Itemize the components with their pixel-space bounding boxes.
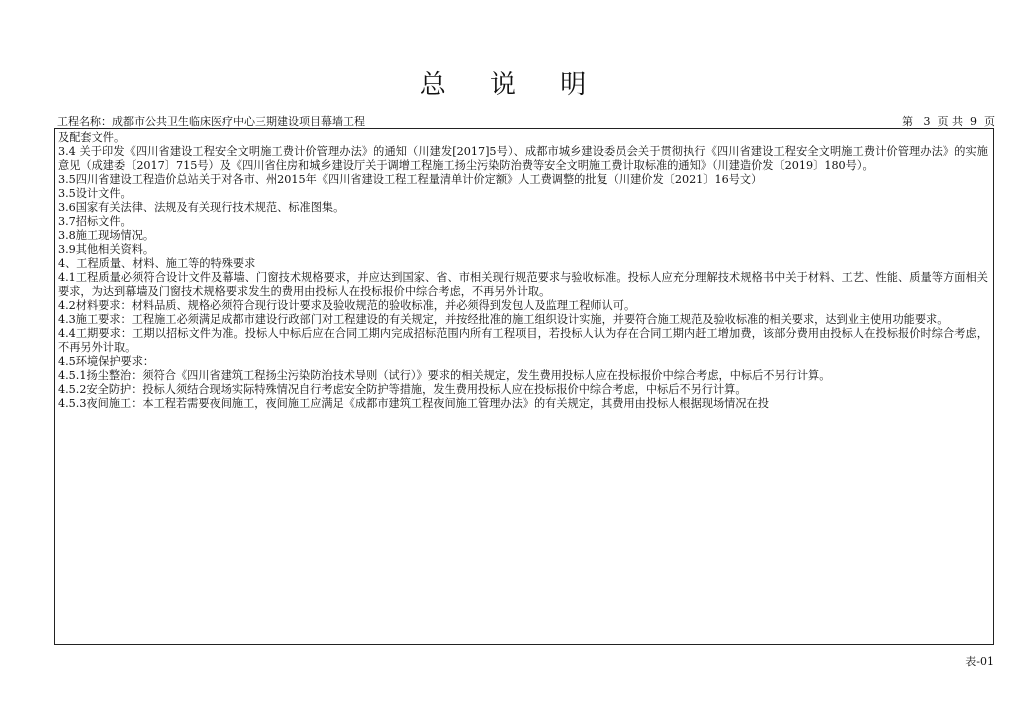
paragraph: 4.5环境保护要求： <box>58 355 155 368</box>
page-prefix: 第 <box>902 115 913 128</box>
paragraph: 4.3施工要求：工程施工必须满足成都市建设行政部门对工程建设的有关规定，并按经批准的施工组织设计实施，并要符合施工规范及验收标准的相关要求，达到业主使用功能要求。 <box>58 313 949 326</box>
page-total: 9 <box>970 115 977 128</box>
paragraph: 4.2材料要求：材料品质、规格必须符合现行设计要求及验收规范的验收标准，并必须得到发包人及监理工程师认可。 <box>58 299 636 312</box>
paragraph: 3.8施工现场情况。 <box>58 229 155 242</box>
page-current: 3 <box>923 115 931 128</box>
page-mid: 页 共 <box>937 115 963 128</box>
paragraph: 4.5.3夜间施工：本工程若需要夜间施工，夜间施工应满足《成都市建筑工程夜间施工管理办法》的有关规定，其费用由投标人根据现场情况在投 <box>58 397 769 410</box>
document-title: 总 说 明 <box>419 70 605 100</box>
page-indicator <box>902 113 995 129</box>
paragraph: 及配套文件。 <box>58 131 126 144</box>
paragraph: 3.5四川省建设工程造价总站关于对各市、州2015年《四川省建设工程工程量清单计价定额》人工费调整的批复（川建价发〔2021〕16号文） <box>58 173 763 186</box>
content-body <box>58 131 988 411</box>
paragraph: 3.6国家有关法律、法规及有关现行技术规范、标准图集。 <box>58 201 345 214</box>
paragraph: 4.5.2安全防护：投标人须结合现场实际特殊情况自行考虑安全防护等措施，发生费用投标人应在投标报价中综合考虑，中标后不另行计算。 <box>58 383 747 396</box>
project-name: 工程名称：成都市公共卫生临床医疗中心三期建设项目幕墙工程 <box>57 115 365 128</box>
page-suffix: 页 <box>984 115 995 128</box>
paragraph: 3.4 关于印发《四川省建设工程安全文明施工费计价管理办法》的通知（川建发[2017]5号）、成都市城乡建设委员会关于贯彻执行《四川省建设工程安全文明施工费计价管理办法》的实施意见（成建委〔2017〕715号）及《四川省住房和城乡建设厅关于调增工程施工扬尘污染防治费等安全文明施工费计取标准的通知》（川建造价发〔2019〕180号）。 <box>58 145 988 172</box>
paragraph: 4.4工期要求：工期以招标文件为准。投标人中标后应在合同工期内完成招标范围内所有工程项目，若投标人认为存在合同工期内赶工增加费，该部分费用由投标人在投标报价时综合考虑，不再另外计取。 <box>58 327 988 354</box>
paragraph: 3.9其他相关资料。 <box>58 243 155 256</box>
paragraph: 4.1工程质量必须符合设计文件及幕墙、门窗技术规格要求，并应达到国家、省、市相关现行规范要求与验收标准。投标人应充分理解技术规格书中关于材料、工艺、性能、质量等方面相关要求，为达到幕墙及门窗技术规格要求发生的费用由投标人在投标报价中综合考虑，不再另外计取。 <box>58 271 988 298</box>
paragraph: 4、工程质量、材料、施工等的特殊要求 <box>58 257 256 270</box>
paragraph: 3.7招标文件。 <box>58 215 132 228</box>
paragraph: 4.5.1扬尘整治：须符合《四川省建筑工程扬尘污染防治技术导则（试行）》要求的相关规定，发生费用投标人应在投标报价中综合考虑，中标后不另行计算。 <box>58 369 831 382</box>
header-row <box>57 113 995 129</box>
paragraph: 3.5设计文件。 <box>58 187 132 200</box>
form-number: 表-01 <box>965 655 994 668</box>
